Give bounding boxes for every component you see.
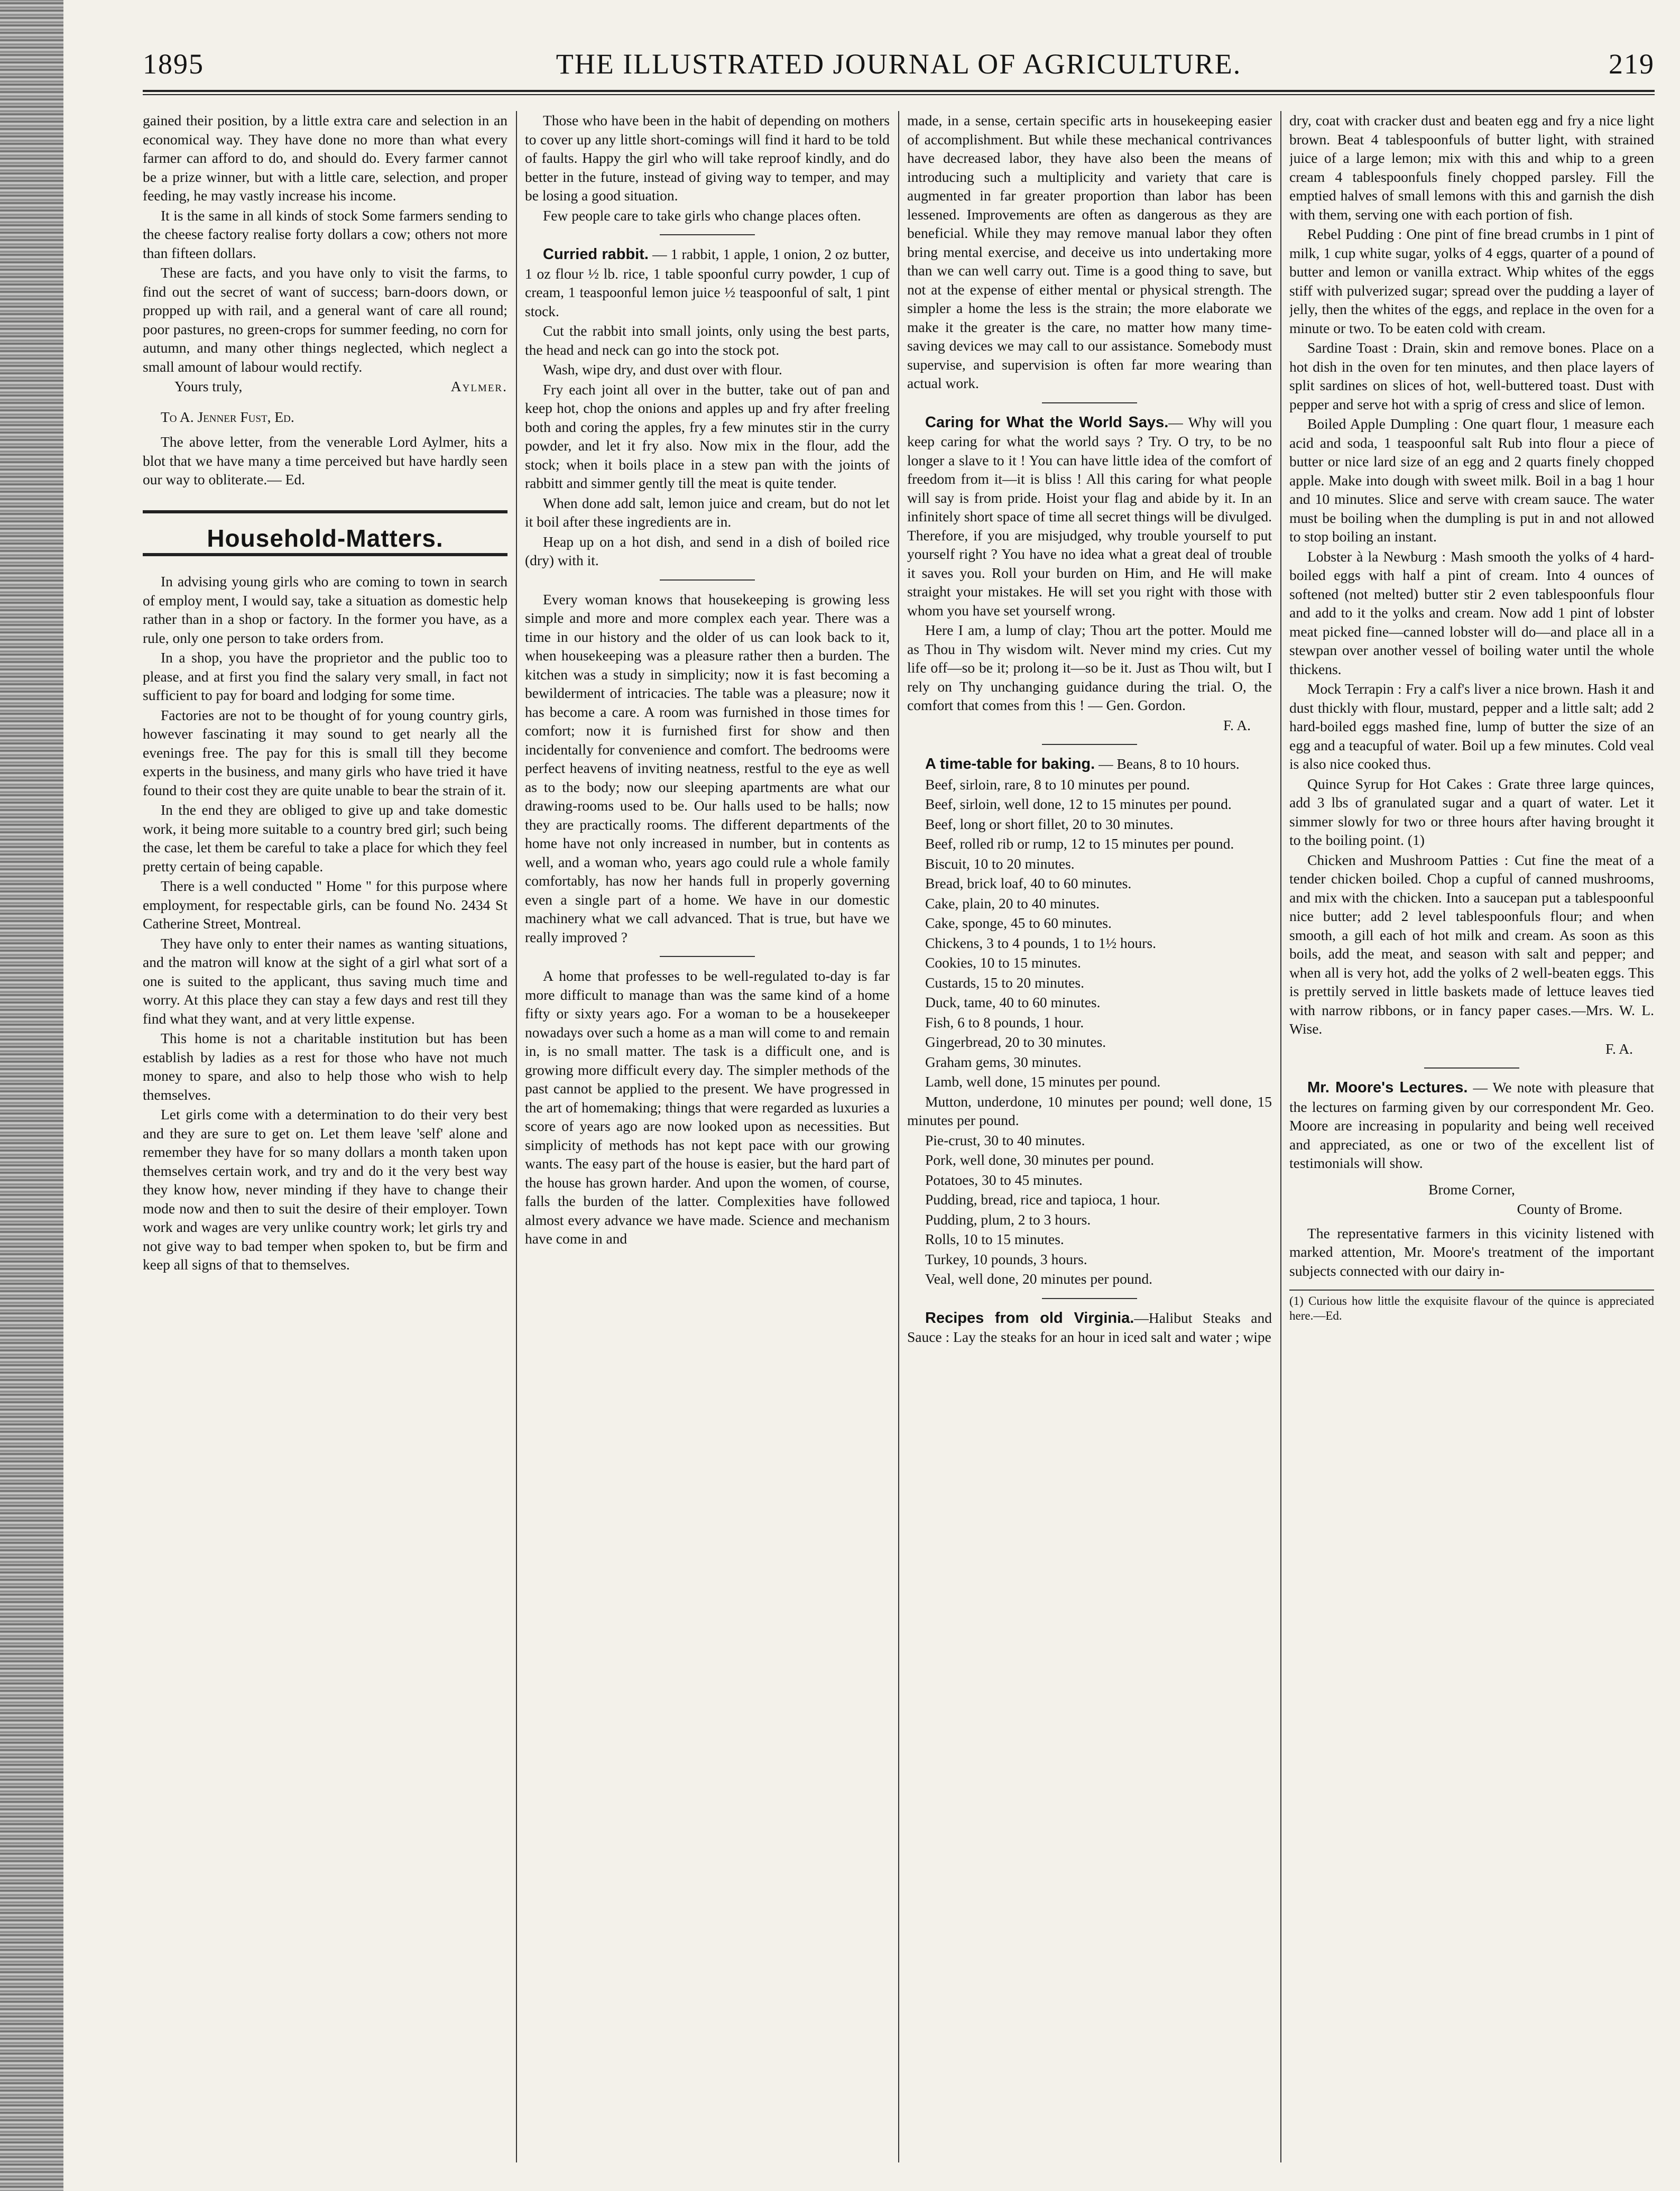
running-header [143, 48, 1655, 90]
paragraph: It is the same in all kinds of stock Some farmers sending to the cheese factory realise forty dollars a cow; others not more than fifteen dollars. [143, 207, 507, 261]
paragraph: Every woman knows that housekeeping is growing less simple and more and more complex each year. There was a time in our history and the older of us can look back to it, when housekeeping was a pleasure rather then a burden. The kitchen was a study in simplicity; now it is fast becoming a bewilderment of intricacies. The table was a pleasure; now it has become a care. A room was furnished in those times for comfort; now it is furnished first for show and then incidentally for convenience and comfort. The bedrooms were perfect heavens of inviting neatness, restful to the eye as well as to the body; now our sleeping apartments are what our drawing-rooms used to be. Our halls used to be halls; now they are practically rooms. The different departments of the home have not only increased in number, but in contents as well, and a woman who, years ago could rule a whole family comfortably, has now her hands full in properly governing even a single part of a home. We have in our domestic machinery what we call advanced. That is true, but have we really improved ? [525, 591, 890, 945]
timetable-entry: Cookies, 10 to 15 minutes. [925, 954, 1081, 971]
paragraph: When done add salt, lemon juice and cream, but do not let it boil after these ingredients are in. [525, 494, 890, 530]
column-3 [907, 111, 1272, 2162]
paragraph: Few people care to take girls who change places often. [543, 207, 861, 224]
editor-note: The above letter, from the venerable Lord Aylmer, hits a blot that we have many a time perceived but have hardly seen our way to obliterate.— Ed. [143, 434, 507, 487]
header-year: 1895 [143, 48, 204, 80]
header-rule [143, 90, 1655, 95]
recipe: Quince Syrup for Hot Cakes : Grate three large quinces, add 3 lbs of granulated sugar and a quart of water. Let it simmer slowly for two or three hours after having brought it to the boiling point. (1) [1289, 775, 1654, 848]
section-rule [143, 553, 507, 556]
footnote: (1) Curious how little the exquisite flavour of the quince is appreciated here.—Ed. [1289, 1290, 1654, 1323]
timetable-entry: Beef, sirloin, rare, 8 to 10 minutes per pound. [925, 776, 1190, 793]
recipe: Chicken and Mushroom Patties : Cut fine the meat of a tender chicken boiled. Chop a cupful of canned mushrooms, and mix with the chicken. Into a saucepan put a tablespoonful nice butter; add 2 level tablespoonfuls flour; and when smooth, a gill each of hot milk and cream. As soon as this boils, add the meat, and season with salt and pepper; and when all is very hot, add the yolks of 2 well-beaten eggs. This is prettily served in little baskets made of lettuce leaves tied with narrow ribbons, or in fancy paper cases.—Mrs. W. L. Wise. [1289, 851, 1654, 1037]
paragraph: Here I am, a lump of clay; Thou art the potter. Mould me as Thou in Thy wisdom wilt. Never mind my cries. Cut my life off—so be it; prolong it—so be it. Just as Thou wilt, but I rely on Thy unchanging guidance during the trial. O, the comfort that comes from this ! — Gen. Gordon. [907, 622, 1272, 713]
separator-rule [660, 579, 755, 581]
paragraph: They have only to enter their names as wanting situations, and the matron will know at the sight of a girl what sort of a one is suited to the applicant, thus saving much time and worry. At this place they can stay a few days and rest till they find what they want, and at very little expense. [143, 935, 507, 1027]
timetable-entry: Pudding, bread, rice and tapioca, 1 hour. [925, 1191, 1160, 1208]
recipe-text: —Halibut Steaks and Sauce : Lay the steaks for an hour in iced salt and water ; wipe [907, 1309, 1272, 1345]
recipe: Sardine Toast : Drain, skin and remove bones. Place on a hot dish in the oven for ten minutes, and then place layers of split sardines on slices of hot, well-buttered toast. Dust with pepper and serve hot with a sprig of cress and slice of lemon. [1289, 339, 1654, 412]
timetable-entry: Pork, well done, 30 minutes per pound. [925, 1152, 1155, 1168]
separator-rule [1424, 1067, 1519, 1069]
paragraph: These are facts, and you have only to visit the farms, to find out the secret of want of success; barn-doors down, or propped up with rail, and a general want of care all round; poor pastures, no green-crops for summer feeding, no corn for autumn, and many other things neglected, which neglect a small amount of labour would rectify. [143, 264, 507, 375]
paragraph: made, in a sense, certain specific arts in housekeeping easier of accomplishment. But while these mechanical contrivances have decreased labor, they have also been the means of introducing such a multiplicity and variety that care is augmented in far greater proportion than labor has been lessened. Improvements are often as dangerous as they are beneficial. While they may remove manual labor they often bring mental exercise, and deceive us into undertaking more than we can well carry out. Time is a good thing to save, but not at the expense of either mental or physical strength. The simpler a home the less is the strain; the more elaborate we make it the greater is the care, no matter how many time-saving devices we may call to our assistance. Somebody must supervise, and supervision is often far more wearing than actual work. [907, 112, 1272, 391]
letter-addressee: To A. Jenner Fust, Ed. [161, 408, 294, 425]
recipe-title: Curried rabbit. [543, 246, 649, 263]
section-rule [143, 510, 507, 513]
paragraph: This home is not a charitable institution but has been establish by ladies as a rest for those who have not much money to spare, and also to help those who wish to help themselves. [143, 1030, 507, 1103]
timetable-entry: — Beans, 8 to 10 hours. [1095, 756, 1240, 772]
column-divider [898, 111, 899, 2162]
article-lectures [1289, 1078, 1654, 1173]
recipe-curried-rabbit [525, 245, 890, 320]
recipe: Boiled Apple Dumpling : One quart flour, 1 measure each acid and soda, 1 teaspoonful salt Rub into flour a piece of butter or nice lard size of an egg and 2 quarts finely chopped apple. Make into dough with sweet milk. Boil in a bag 1 hour and 10 minutes. Slice and serve with cream sauce. The water must be boiling when the dumpling is put in and not allowed to stop boiling an instant. [1289, 416, 1654, 545]
separator-rule [1042, 744, 1137, 745]
timetable-entry: Beef, long or short fillet, 20 to 30 minutes. [925, 815, 1174, 832]
column-divider [1280, 111, 1281, 2162]
recipe: Rebel Pudding : One pint of fine bread crumbs in 1 pint of milk, 1 cup white sugar, yolks of 4 eggs, quarter of a pound of butter and lemon or vanilla extract. Whip whites of the eggs stiff with pulverized sugar; spread over the pudding a layer of jelly, then the whites of the eggs, and replace in the oven for a minute or two. To be eaten cold with cream. [1289, 226, 1654, 336]
column-divider [516, 111, 517, 2162]
timetable-entry: Veal, well done, 20 minutes per pound. [925, 1271, 1152, 1287]
timetable-entry: Graham gems, 30 minutes. [925, 1053, 1082, 1070]
separator-rule [660, 234, 755, 235]
paragraph: gained their position, by a little extra care and selection in an economical way. They have done no more than what every farmer can afford to do, and should do. Every farmer cannot be a prize winner, but with a little care, selection, and proper feeding, he may vastly increase his income. [143, 112, 507, 204]
timetable-entry: Cake, plain, 20 to 40 minutes. [925, 895, 1100, 912]
timetable-entry: Pie-crust, 30 to 40 minutes. [925, 1131, 1085, 1148]
timetable-entry: Beef, sirloin, well done, 12 to 15 minutes per pound. [925, 796, 1232, 812]
journal-title: THE ILLUSTRATED JOURNAL OF AGRICULTURE. [556, 48, 1242, 80]
timetable-entry: Bread, brick loaf, 40 to 60 minutes. [925, 875, 1132, 891]
timetable-entry: Duck, tame, 40 to 60 minutes. [925, 994, 1101, 1010]
paragraph: In a shop, you have the proprietor and the public too to please, and at first you find the salary very small, in fact not sufficient to pay for board and lodging for some time. [143, 649, 507, 703]
timetable-entry: Mutton, underdone, 10 minutes per pound; well done, 15 minutes per pound. [907, 1093, 1272, 1128]
timetable-title: A time-table for baking. [925, 756, 1095, 772]
initials: F. A. [1223, 716, 1251, 733]
timetable-entry: Pudding, plum, 2 to 3 hours. [925, 1211, 1091, 1228]
paragraph: In the end they are obliged to give up and take domestic work, it being more suitable to a country bred girl; such being the case, let them be careful to take a place for which they feel pretty certain of being capable. [143, 802, 507, 874]
paragraph: A home that professes to be well-regulated to-day is far more difficult to manage than was the same kind of a home fifty or sixty years ago. For a woman to be a housekeeper nowadays over such a home as a man will come to and remain in, is no small matter. The task is a difficult one, and is growing more difficult every day. The simpler methods of the past cannot be applied to the present. We have progressed in the art of homemaking; things that were regarded as luxuries a score of years ago are now looked upon as necessities. But simplicity of methods has not kept pace with our growing wants. The easy part of the house is easier, but the hard part of the house has grown harder. And upon the women, of course, falls the burden of the latter. Complexities have followed almost every advance we have made. Science and mechanism have come in and [525, 968, 890, 1247]
timetable-entry: Rolls, 10 to 15 minutes. [925, 1231, 1064, 1247]
paragraph: Factories are not to be thought of for young country girls, however fascinating it may sound to get nearly all the evenings free. The pay for this is small till they become experts in the business, and many girls who have tried it have found to their cost they are quite unable to bear the strain of it. [143, 706, 507, 798]
paragraph: dry, coat with cracker dust and beaten egg and fry a nice light brown. Beat 4 tablespoonfuls of butter light, with strained juice of a large lemon; mix with this and whip to a green cream 4 tablespoonfuls finely chopped parsley. Fill the emptied halves of small lemons with this and garnish the dish with them, serving one with each portion of fish. [1289, 112, 1654, 223]
paragraph: Wash, wipe dry, and dust over with flour. [543, 361, 782, 378]
section-title: Household-Matters. [207, 524, 444, 552]
letter-signature [143, 377, 507, 396]
recipe: Lobster à la Newburg : Mash smooth the yolks of 4 hard-boiled eggs with half a pint of cream. Into 4 ounces of softened (not melted) butter stir 2 even tablespoonfuls flour and add to it the yolks and cream. Now add 1 pint of lobster meat picked fine—canned lobster will do—and place all in a stewpan over another vessel of boiling water until the whole thickens. [1289, 548, 1654, 677]
article-caring [907, 413, 1272, 620]
timetable-entry: Gingerbread, 20 to 30 minutes. [925, 1034, 1106, 1050]
address-line: Brome Corner, [1428, 1181, 1515, 1198]
signer: Aylmer. [450, 378, 507, 394]
article-text: — Why will you keep caring for what the world says ? Try. O try, to be no longer a slave to it ! You can have little idea of the comfort of freedom from it—it is bliss ! All this caring for what people will say is from pride. Hoist your flag and abide by it. In an infinitely short space of time all secret things will be divulged. Therefore, if you are misjudged, why trouble yourself to put yourself right ? You have no idea what a great deal of trouble it saves you. Roll your burden on Him, and He will make straight your mistakes. He will set you right with those with whom you have set yourself wrong. [907, 413, 1272, 619]
recipe: Mock Terrapin : Fry a calf's liver a nice brown. Hash it and dust thickly with flour, mustard, pepper and a little salt; add 2 hard-boiled eggs mashed fine, lump of butter the size of an egg and a teacupful of water. Boil up a few minutes. Cold veal is also nice cooked thus. [1289, 680, 1654, 772]
timetable-entry: Biscuit, 10 to 20 minutes. [925, 855, 1075, 872]
page-number: 219 [1609, 48, 1655, 80]
timetable-entry: Potatoes, 30 to 45 minutes. [925, 1171, 1083, 1188]
column-4 [1289, 111, 1654, 2162]
timetable-entry: Custards, 15 to 20 minutes. [925, 974, 1084, 991]
paragraph: Fry each joint all over in the butter, take out of pan and keep hot, chop the onions and apples up and fry after freeling both and coring the apples, fry a few minutes stir in the curry powder, and let it fry also. Now mix in the flour, add the stock; when it boils place in a stew pan with the joints of rabbitt and simmer gently till the meat is quite tender. [525, 381, 890, 491]
timetable-entry: Chickens, 3 to 4 pounds, 1 to 1½ hours. [925, 934, 1156, 951]
closing: Yours truly, [174, 378, 243, 394]
scanned-binding-edge [0, 0, 63, 2191]
column-1 [143, 111, 507, 2162]
paragraph: The representative farmers in this vicinity listened with marked attention, Mr. Moore's treatment of the important subjects connected with our dairy in- [1289, 1225, 1654, 1279]
paragraph: Let girls come with a determination to do their very best and they are sure to get on. Let them leave 'self' alone and remember they have for so many dollars a month taken upon themselves certain work, and try and do it the very best way they know how, never minding if they have to change their mode now and then to suit the desire of their employer. Town work and wages are very unlike country work; let girls try and not give way to bad temper when spoken to, but be firm and keep all signs of that to themselves. [143, 1106, 507, 1273]
article-title: Caring for What the World Says. [925, 413, 1169, 431]
paragraph: There is a well conducted " Home " for this purpose where employment, for respectable girls, can be found No. 2434 St Catherine Street, Montreal. [143, 878, 507, 932]
separator-rule [1042, 1298, 1137, 1299]
timetable-entry: Fish, 6 to 8 pounds, 1 hour. [925, 1014, 1084, 1030]
separator-rule [1042, 402, 1137, 403]
paragraph: Cut the rabbit into small joints, only using the best parts, the head and neck can go into the stock pot. [525, 323, 890, 358]
column-2 [525, 111, 890, 2162]
recipes-title: Recipes from old Virginia. [925, 1309, 1134, 1327]
recipe-ingredients: — 1 rabbit, 1 apple, 1 onion, 2 oz butter, 1 oz flour ½ lb. rice, 1 table spoonful curry powder, 1 cup of cream, 1 teaspoonful lemon juice ½ teaspoonful of salt, 1 pint stock. [525, 246, 890, 319]
paragraph: Heap up on a hot dish, and send in a dish of boiled rice (dry) with it. [525, 533, 890, 568]
paragraph: In advising young girls who are coming to town in search of employ ment, I would say, take a situation as domestic help rather than in a shop or factory. In the former you have, as a rule, only one person to take orders from. [143, 573, 507, 646]
address-line: County of Brome. [1517, 1201, 1622, 1217]
recipes-virginia [907, 1309, 1272, 1347]
article-title: Mr. Moore's Lectures. [1307, 1079, 1468, 1096]
journal-page [143, 37, 1655, 2173]
separator-rule [660, 956, 755, 957]
timetable-entry: Turkey, 10 pounds, 3 hours. [925, 1250, 1087, 1267]
paragraph: Those who have been in the habit of depending on mothers to cover up any little short-comings will find it hard to be told of faults. Happy the girl who will take reproof kindly, and do better in the future, instead of giving way to temper, and may be losing a good situation. [525, 112, 890, 204]
article-text: — We note with pleasure that the lectures on farming given by our correspondent Mr. Geo. Moore are increasing in popularity and being well received and appreciated, as one or two of the excellent list of testimonials will show. [1289, 1079, 1654, 1171]
timetable-entry: Cake, sponge, 45 to 60 minutes. [925, 915, 1112, 931]
timetable-entry: Beef, rolled rib or rump, 12 to 15 minutes per pound. [925, 835, 1234, 852]
initials: F. A. [1605, 1040, 1633, 1057]
timetable-entry: Lamb, well done, 15 minutes per pound. [925, 1073, 1161, 1090]
timetable-intro [907, 754, 1272, 774]
